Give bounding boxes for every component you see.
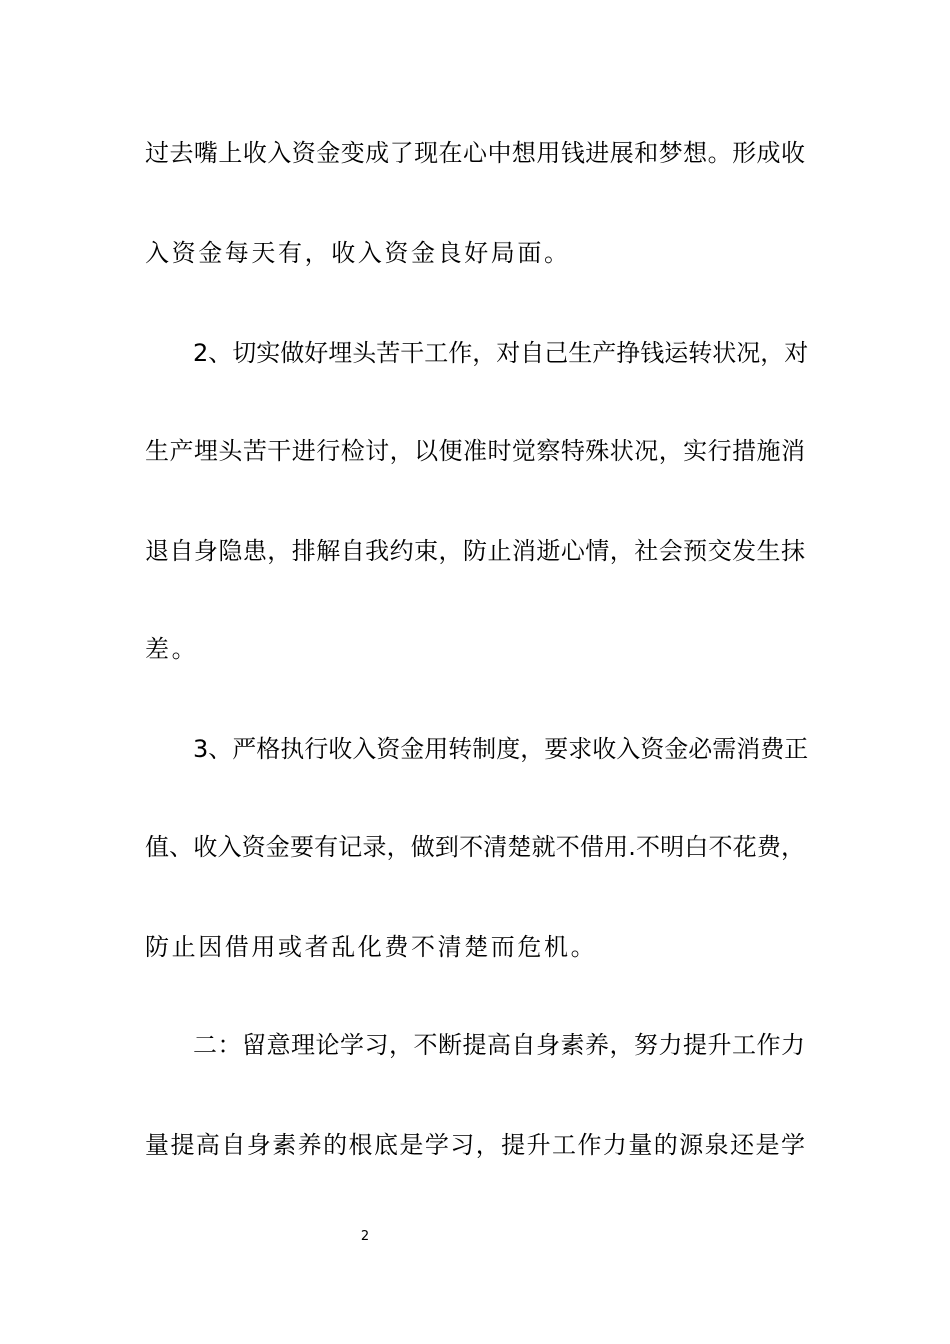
paragraph-line: 量提高自身素养的根底是学习，提升工作力量的源泉还是学 [145, 1131, 805, 1159]
page-number: 2 [360, 1229, 370, 1244]
paragraph-line: 过去嘴上收入资金变成了现在心中想用钱进展和梦想。形成收 [145, 139, 805, 167]
paragraph-line: 二：留意理论学习，不断提高自身素养，努力提升工作力 [193, 1031, 805, 1059]
paragraph-line: 3、严格执行收入资金用转制度，要求收入资金必需消费正 [193, 735, 809, 763]
paragraph-line: 入资金每天有，收入资金良好局面。 [145, 239, 571, 267]
paragraph-line: 生产埋头苦干进行检讨，以便准时觉察特殊状况，实行措施消 [145, 437, 805, 465]
paragraph-line: 退自身隐患，排解自我约束，防止消逝心情，社会预交发生抹 [145, 537, 805, 565]
paragraph-line: 防止因借用或者乱化费不清楚而危机。 [145, 933, 598, 961]
paragraph-line: 2、切实做好埋头苦干工作，对自己生产挣钱运转状况，对 [193, 339, 809, 367]
paragraph-line: 值、收入资金要有记录，做到不清楚就不借用.不明白不花费， [145, 833, 805, 861]
paragraph-line: 差。 [145, 635, 199, 663]
